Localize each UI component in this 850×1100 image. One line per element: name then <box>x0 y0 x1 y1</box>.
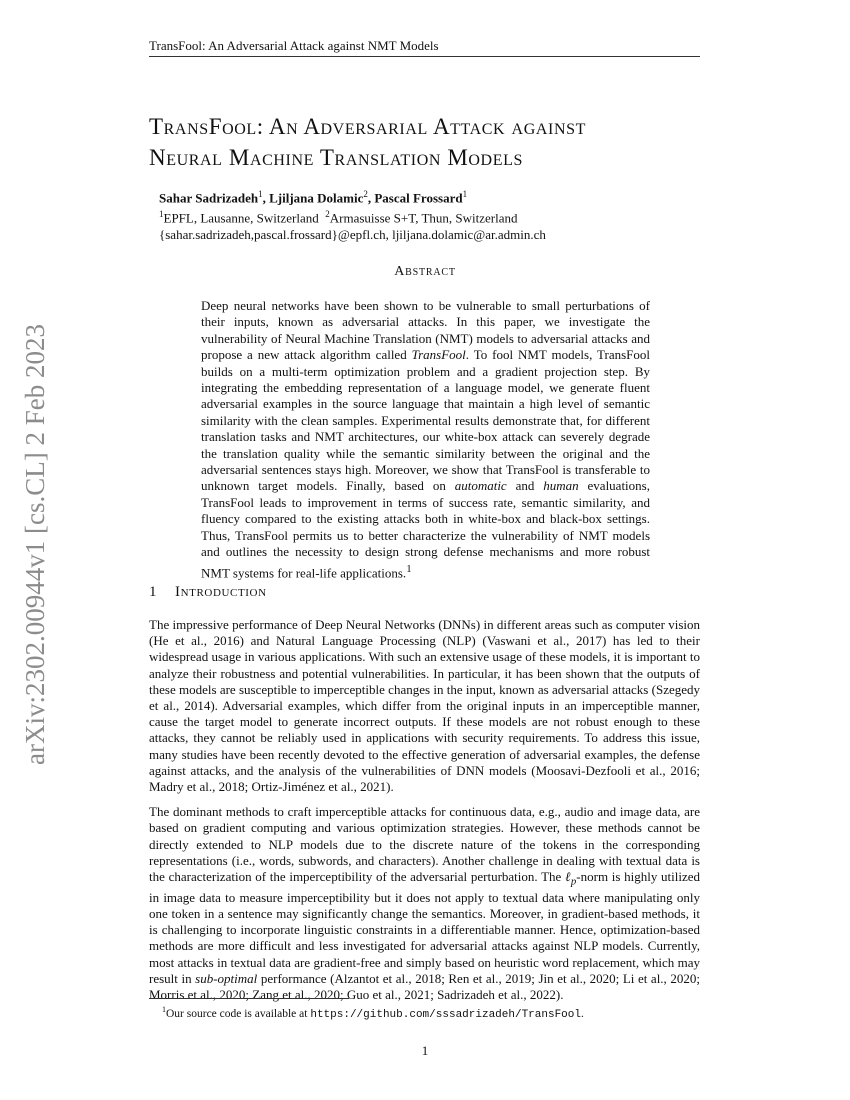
affiliation: EPFL, Lausanne, Switzerland <box>163 210 319 226</box>
affiliation: Armasuisse S+T, Thun, Switzerland <box>329 210 518 226</box>
abstract-paragraph: Deep neural networks have been shown to be vulnerable to small perturbations of their inputs, known as adversarial attacks. In this paper, we investigate the vulnerability of Neural Machine Translation (NMT) models to adversarial attacks and propose a new attack algorithm called TransFool. To fool NMT models, TransFool builds on a multi-term optimization problem and a gradient projection step. By integrating the embedding representation of a language model, we generate fluent adversarial examples in the source language that maintain a high level of semantic similarity with the clean samples. Experimental results demonstrate that, for different translation tasks and NMT architectures, our white-box attack can severely degrade the translation quality while the semantic similarity between the original and the adversarial sentences stays high. Moreover, we show that TransFool is transferable to unknown target models. Finally, based on automatic and human evaluations, TransFool leads to improvement in terms of success rate, semantic similarity, and fluency compared to the existing attacks both in white-box and black-box settings. Thus, TransFool permits us to better characterize the vulnerability of NMT models and outlines the necessity to design strong defense mechanisms and more robust NMT systems for real-life applications.$^1$ <box>201 298 650 580</box>
running-header <box>149 38 700 57</box>
author-name: Pascal Frossard <box>374 190 463 206</box>
footnote-marker: 1 <box>406 562 412 575</box>
abstract-body <box>201 298 650 581</box>
page-number: 1 <box>421 1043 429 1058</box>
abstract-heading: Abstract <box>394 264 456 279</box>
author-emails: {sahar.sadrizadeh,pascal.frossard}@epfl.ch, ljiljana.dolamic@ar.admin.ch <box>159 226 546 242</box>
section-title: Introduction <box>175 584 267 600</box>
affiliation-mark: 2 <box>363 189 368 199</box>
footnote-divider <box>149 998 349 999</box>
title-line-1: TransFool: An Adversarial Attack against <box>149 114 586 139</box>
affiliation-mark: 2 <box>325 209 330 220</box>
affiliation-mark: 1 <box>159 209 164 220</box>
affiliations <box>159 206 719 226</box>
introduction-body <box>149 617 700 1012</box>
section-number: 1 <box>149 584 158 600</box>
author-name: Ljiljana Dolamic <box>269 190 364 206</box>
footnote-mark: 1 <box>162 1005 166 1014</box>
paper-title <box>149 111 709 173</box>
running-title: TransFool: An Adversarial Attack against NMT Models <box>149 38 439 53</box>
title-line-2: Neural Machine Translation Models <box>149 145 523 170</box>
footnote: $^1$Our source code is available at https://github.com/sssadrizadeh/TransFool. <box>162 1005 584 1021</box>
author-name: Sahar Sadrizadeh <box>159 190 259 206</box>
source-code-link[interactable]: https://github.com/sssadrizadeh/TransFool <box>310 1008 581 1021</box>
affiliation-mark: 1 <box>258 189 263 199</box>
section-heading-introduction <box>149 584 267 601</box>
author-names: Sahar Sadrizadeh$^1$, Ljiljana Dolamic$^2$, Pascal Frossard$^1$ <box>159 189 468 206</box>
arxiv-watermark: arXiv:2302.00944v1 [cs.CL] 2 Feb 2023 <box>20 324 50 765</box>
body-paragraph: The dominant methods to craft imperceptible attacks for continuous data, e.g., audio and image data, are based on gradient computing and various optimization strategies. However, these methods cannot be directly extended to NLP models due to the discrete nature of the tokens in the corresponding representations (i.e., words, subwords, and characters). Another challenge in dealing with textual data is the characterization of the imperceptibility of the adversarial perturbation. The ℓ$_p$-norm is highly utilized in image data to measure imperceptibility but it does not apply to textual data where manipulating only one token in a sentence may significantly change the semantics. Moreover, in gradient-based methods, it is challenging to incorporate linguistic constraints in a differentiable manner. Hence, optimization-based methods are more difficult and less investigated for adversarial attacks against NLP models. Currently, most attacks in textual data are gradient-free and simply based on heuristic word replacement, which may result in sub-optimal performance (Alzantot et al., 2018; Ren et al., 2019; Jin et al., 2020; Li et al., 2020; Morris et al., 2020; Zang et al., 2020; Guo et al., 2021; Sadrizadeh et al., 2022). <box>149 804 700 1003</box>
author-block <box>159 186 719 243</box>
affiliation-mark: 1 <box>462 189 468 199</box>
math-symbol: ℓ <box>565 869 571 885</box>
body-paragraph: The impressive performance of Deep Neural Networks (DNNs) in different areas such as computer vision (He et al., 2016) and Natural Language Processing (NLP) (Vaswani et al., 2017) has led to their widespread usage in various applications. With such an extensive usage of these models, it is important to analyze their robustness and potential vulnerabilities. In particular, it has been shown that the outputs of these models are susceptible to imperceptible changes in the input, known as adversarial attacks (Szegedy et al., 2014). Adversarial examples, which differ from the original inputs in an imperceptible manner, cause the target model to generate incorrect outputs. If these models are not robust enough to these attacks, they cannot be reliably used in applications with security requirements. To address this issue, many studies have been recently devoted to the effective generation of adversarial examples, the defense against attacks, and the analysis of the vulnerabilities of DNN models (Moosavi-Dezfooli et al., 2016; Madry et al., 2018; Ortiz-Jiménez et al., 2021). <box>149 617 700 795</box>
